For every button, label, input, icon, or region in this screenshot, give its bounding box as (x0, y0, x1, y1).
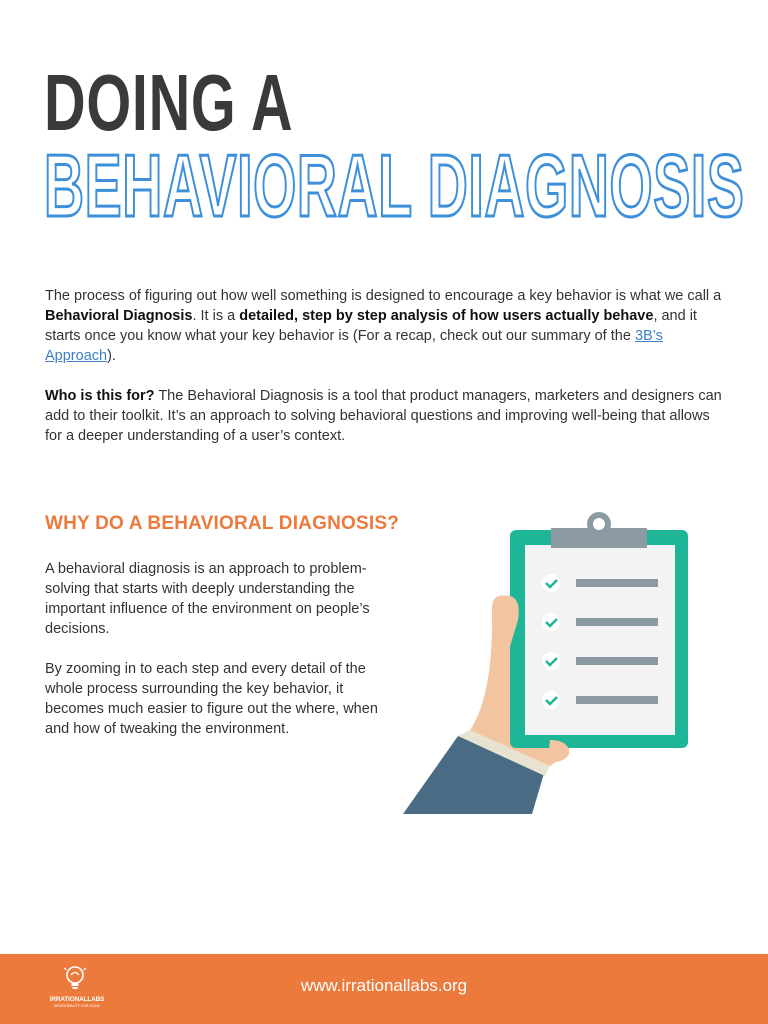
check-icon (542, 652, 560, 670)
who-label: Who is this for? (45, 388, 155, 404)
intro-paragraph (45, 286, 725, 366)
intro-bold-2: detailed, step by step analysis of how users actually behave (239, 308, 654, 324)
page-title-line-1: DOING A (44, 58, 294, 147)
intro-bold-1: Behavioral Diagnosis (45, 308, 193, 324)
intro-text-1: The process of figuring out how well something is designed to encourage a key behavior is what we call a (45, 288, 722, 304)
website-link[interactable]: www.irrationallabs.org (300, 976, 468, 995)
why-paragraph-2: By zooming in to each step and every detail of the whole process surrounding the key behavior, it becomes much easier to figure out the where, when and how of tweaking the environment. (45, 661, 378, 737)
intro-text-4: ). (107, 348, 116, 364)
intro-text-2: . It is a (192, 308, 240, 324)
logo-text: IRRATIONALLABS (49, 996, 105, 1003)
who-text: The Behavioral Diagnosis is a tool that product managers, marketers and designers can add to their toolkit. It’s an approach to solving behavioral questions and improving well-being that allows for a deeper understanding of a user’s context. (45, 388, 722, 444)
3bs-approach-link[interactable]: 3B’s Approach (45, 328, 663, 364)
checklist-line (576, 657, 658, 665)
checklist-line (576, 579, 658, 587)
check-icon (542, 574, 560, 592)
footer-bar (0, 954, 768, 1024)
check-icon (542, 691, 560, 709)
check-icon (542, 613, 560, 631)
page-title-line-2: BEHAVIORAL DIAGNOSIS (44, 136, 745, 235)
intro-text-3: , and it starts once you know what your key behavior is (For a recap, check out our summary of the (45, 308, 697, 344)
why-paragraph-1: A behavioral diagnosis is an approach to problem-solving that starts with deeply understanding the important influence of the environment on people’s decisions. (45, 561, 370, 637)
logo-tagline: IRRATIONALITY FOR GOOD (53, 1004, 101, 1008)
why-heading: WHY DO A BEHAVIORAL DIAGNOSIS? (45, 513, 400, 534)
checklist-line (576, 618, 658, 626)
checklist-line (576, 696, 658, 704)
who-paragraph (45, 386, 725, 446)
clipboard-checklist-illustration (400, 508, 700, 818)
